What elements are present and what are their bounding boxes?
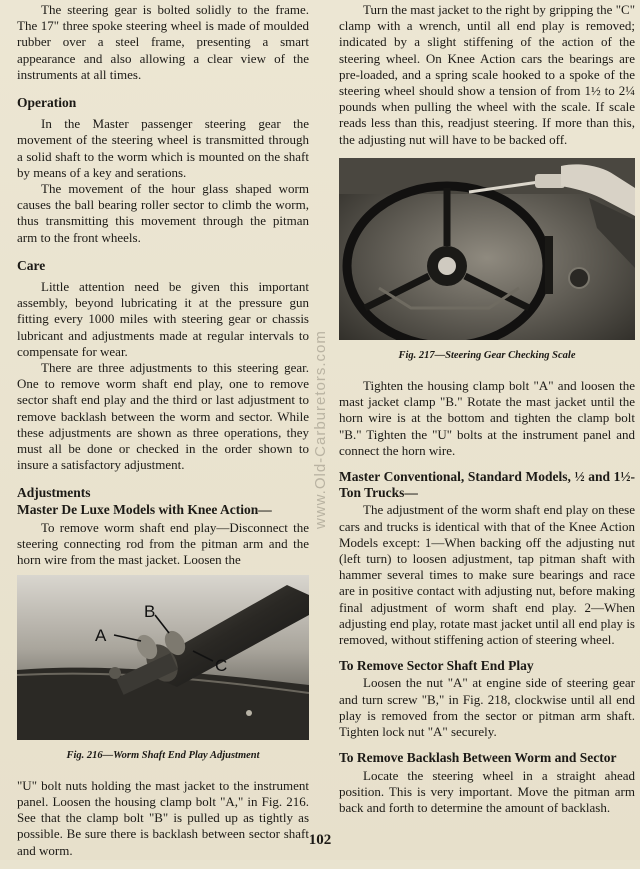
sector-shaft-heading: To Remove Sector Shaft End Play (339, 658, 534, 674)
master-conventional-heading: Master Conventional, Standard Models, ½ and 1½-Ton Trucks— (339, 469, 635, 501)
worm-shaft-photo-illustration (17, 575, 309, 740)
operation-heading: Operation (17, 95, 77, 111)
backlash-heading: To Remove Backlash Between Worm and Sector (339, 750, 617, 766)
steering-wheel-photo-illustration (339, 158, 635, 340)
left-column (17, 2, 309, 869)
care-paragraph-1: Little attention need be given this important assembly, beyond lubricating it at the pressure gun fitting every 1000 miles with steering gear or chassis lubricant and adjustments made at regular intervals to compensate for wear. (17, 279, 309, 359)
backlash-paragraph: Locate the steering wheel in a straight ahead position. This is very important. Move the pitman arm back and forth to determine the amount of backlash. (339, 767, 635, 815)
figure-216-caption: Fig. 216—Worm Shaft End Play Adjustment (66, 749, 260, 761)
master-deluxe-heading: Master De Luxe Models with Knee Action— (17, 501, 272, 517)
care-paragraph-2: There are three adjustments to this steering gear. One to remove worm shaft end play, one to remove sector shaft end play and the third or last adjustment to remove backlash between the worm and sector. While these adjustments are shown as three operations, they must all be done or checked in the order shown to insure a satisfactory adjustment. (17, 360, 309, 473)
label-a: A (95, 625, 107, 645)
label-c: C (215, 655, 228, 675)
watermark: www.Old-Carburetors.com (312, 330, 329, 530)
figure-217-caption: Fig. 217—Steering Gear Checking Scale (398, 349, 576, 361)
page-number: 102 (308, 832, 332, 848)
label-b: B (144, 601, 156, 621)
figure-216 (17, 575, 309, 764)
tighten-clamp-paragraph: Tighten the housing clamp bolt "A" and loosen the mast jacket clamp "B." Rotate the mast jacket until the horn wire is at the bottom and tighten the clamp bolt "B." Tighten the "U" bolts at the instrument panel and connect the horn wire. (339, 378, 635, 458)
sector-shaft-paragraph: Loosen the nut "A" at engine side of steering gear and turn screw "B," in Fig. 218, clockwise until all end play is removed from the sector or pitman arm shaft. Tighten lock nut "A" securely. (339, 675, 635, 740)
master-conventional-paragraph: The adjustment of the worm shaft end play on these cars and trucks is identical with that of the Knee Action Models except: 1—When backing off the adjusting nut (left turn) to loosen adjustment, tap pitman shaft with hammer several times to make sure bearings and race are in positive contact with adjusting nut, before making final adjustment of worm shaft end play. 2—When adjusting end play, rotate mast jacket until all end play is removed, without stiffening action of steering wheel. (339, 502, 635, 648)
master-deluxe-paragraph: To remove worm shaft end play—Disconnect the steering connecting rod from the pitman arm and the horn wire from the mast jacket. Loosen the (17, 519, 309, 568)
figure-217-photo (339, 158, 635, 340)
operation-paragraph-1: In the Master passenger steering gear the movement of the steering wheel is transmitted through a solid shaft to the worm which is mounted on the shaft by means of a key and serations. (17, 116, 309, 180)
operation-paragraph-2: The movement of the hour glass shaped worm causes the ball bearing roller sector to climb the worm, thus transmitting this movement through the pitman arm to the front wheels. (17, 181, 309, 245)
right-column (339, 2, 635, 826)
figure-216-photo (17, 575, 309, 740)
after-figure-216-paragraph: "U" bolt nuts holding the mast jacket to the instrument panel. Loosen the housing clamp bolt "A," in Fig. 216. See that the clamp bolt "B" is pulled up as tightly as possible. Be sure there is backlash between sector shaft and worm. (17, 777, 309, 858)
intro-paragraph: The steering gear is bolted solidly to the frame. The 17" three spoke steering wheel is made of moulded rubber over a steel frame, presenting a smart appearance and also allowing a clear view of the instruments at all times. (17, 2, 309, 82)
turn-mast-paragraph: Turn the mast jacket to the right by gripping the "C" clamp with a wrench, until all end play is removed; indicated by a slight stiffening of the action of the steering wheel. On Knee Action cars the bearings are pre-loaded, and a spring scale hooked to a spoke of the steering wheel should show a tension of from 1½ to 2¼ pounds when pulling the wheel with the scale. If scale reads less than this, readjust steering. If more than this, the adjusting nut will have to be backed off. (339, 2, 635, 147)
figure-217 (339, 158, 635, 364)
care-heading: Care (17, 257, 46, 273)
adjustments-heading: Adjustments (17, 485, 91, 501)
